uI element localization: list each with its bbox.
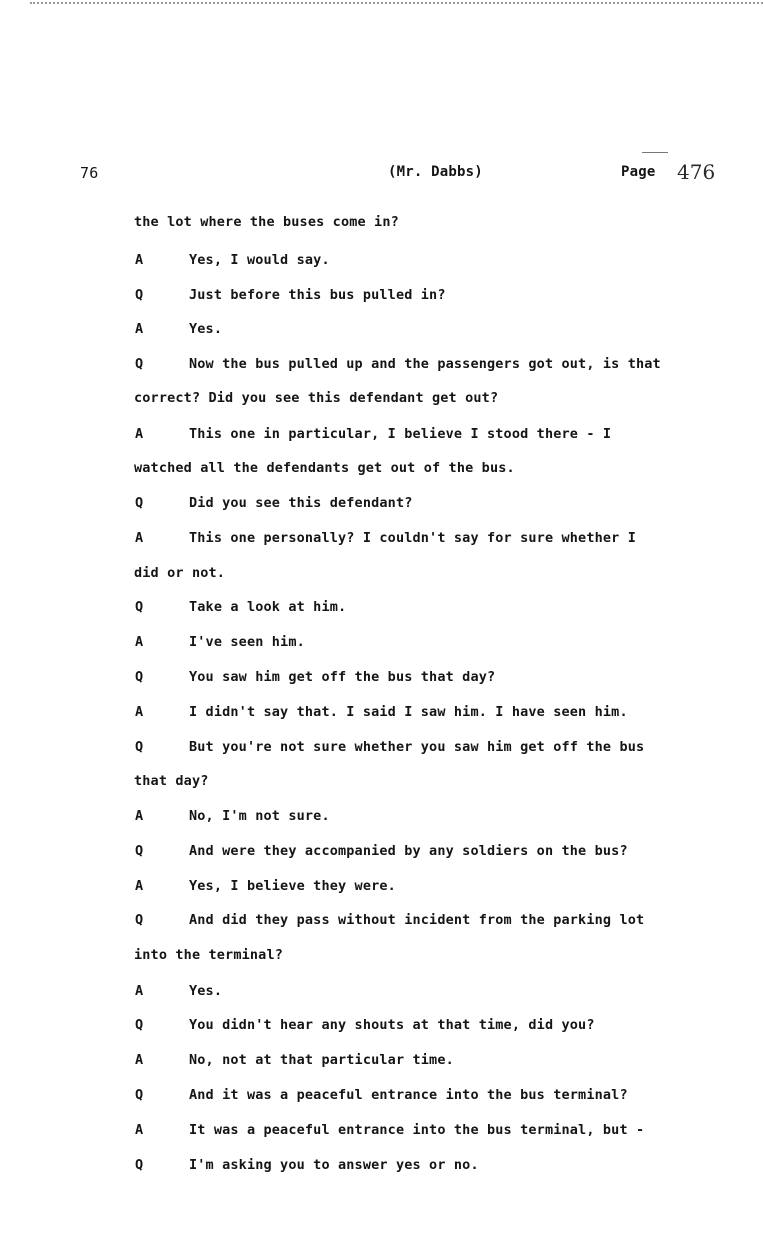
transcript-line [0,356,763,378]
transcript-line [0,287,763,309]
transcript-page-number: 76 [80,164,99,182]
answer-marker: A [135,426,144,442]
line-text: Yes, I believe they were. [189,878,396,894]
answer-marker: A [135,808,144,824]
answer-marker: A [135,530,144,546]
line-text: Yes. [189,983,223,999]
line-text: watched all the defendants get out of the bus. [134,460,515,476]
transcript-line [0,843,763,865]
transcript-line [0,808,763,830]
transcript-line [0,1157,763,1179]
transcript-line [0,1052,763,1074]
line-text: Did you see this defendant? [189,495,413,511]
line-text: correct? Did you see this defendant get out? [134,390,499,406]
question-marker: Q [135,739,144,755]
answer-marker: A [135,321,144,337]
line-text: Now the bus pulled up and the passengers got out, is that [189,356,661,372]
line-text: And it was a peaceful entrance into the bus terminal? [189,1087,628,1103]
line-text: It was a peaceful entrance into the bus terminal, but - [189,1122,645,1138]
line-text: But you're not sure whether you saw him get off the bus [189,739,645,755]
transcript-line [0,634,763,656]
question-marker: Q [135,1157,144,1173]
answer-marker: A [135,704,144,720]
line-text: You didn't hear any shouts at that time, did you? [189,1017,595,1033]
transcript-line [0,252,763,274]
question-marker: Q [135,1087,144,1103]
transcript-line [0,669,763,691]
transcript-line [0,878,763,900]
question-marker: Q [135,287,144,303]
transcript-line [0,495,763,517]
line-text: Just before this bus pulled in? [189,287,446,303]
line-text: And did they pass without incident from the parking lot [189,912,645,928]
line-text: No, not at that particular time. [189,1052,454,1068]
line-text: the lot where the buses come in? [134,214,399,230]
answer-marker: A [135,878,144,894]
question-marker: Q [135,495,144,511]
line-text: I'm asking you to answer yes or no. [189,1157,479,1173]
transcript-line [0,426,763,448]
question-marker: Q [135,912,144,928]
question-marker: Q [135,669,144,685]
question-marker: Q [135,1017,144,1033]
witness-name: (Mr. Dabbs) [388,164,483,180]
question-marker: Q [135,356,144,372]
transcript-line [0,1087,763,1109]
transcript-line [0,599,763,621]
line-text: This one in particular, I believe I stood there - I [189,426,612,442]
line-text: did or not. [134,565,226,581]
record-page-number: 476 [677,160,716,184]
question-marker: Q [135,843,144,859]
line-text: I didn't say that. I said I saw him. I have seen him. [189,704,628,720]
transcript-line [0,1122,763,1144]
transcript-line [0,1017,763,1039]
line-text: This one personally? I couldn't say for sure whether I [189,530,636,546]
line-text: You saw him get off the bus that day? [189,669,496,685]
question-marker: Q [135,599,144,615]
line-text: that day? [134,773,209,789]
transcript-line [0,390,763,412]
answer-marker: A [135,983,144,999]
transcript-line [0,704,763,726]
transcript-line [0,565,763,587]
answer-marker: A [135,634,144,650]
line-text: And were they accompanied by any soldiers on the bus? [189,843,628,859]
answer-marker: A [135,1122,144,1138]
top-edge-rule [30,2,763,4]
answer-marker: A [135,1052,144,1068]
transcript-line [0,739,763,761]
transcript-line [0,321,763,343]
page-number-mark [642,152,668,155]
line-text: Yes. [189,321,223,337]
transcript-line [0,214,763,236]
transcript-line [0,983,763,1005]
line-text: into the terminal? [134,947,283,963]
page-label: Page [621,164,656,180]
transcript-line [0,912,763,934]
transcript-line [0,947,763,969]
line-text: Yes, I would say. [189,252,330,268]
answer-marker: A [135,252,144,268]
transcript-line [0,530,763,552]
line-text: No, I'm not sure. [189,808,330,824]
line-text: Take a look at him. [189,599,347,615]
line-text: I've seen him. [189,634,305,650]
transcript-line [0,460,763,482]
transcript-line [0,773,763,795]
